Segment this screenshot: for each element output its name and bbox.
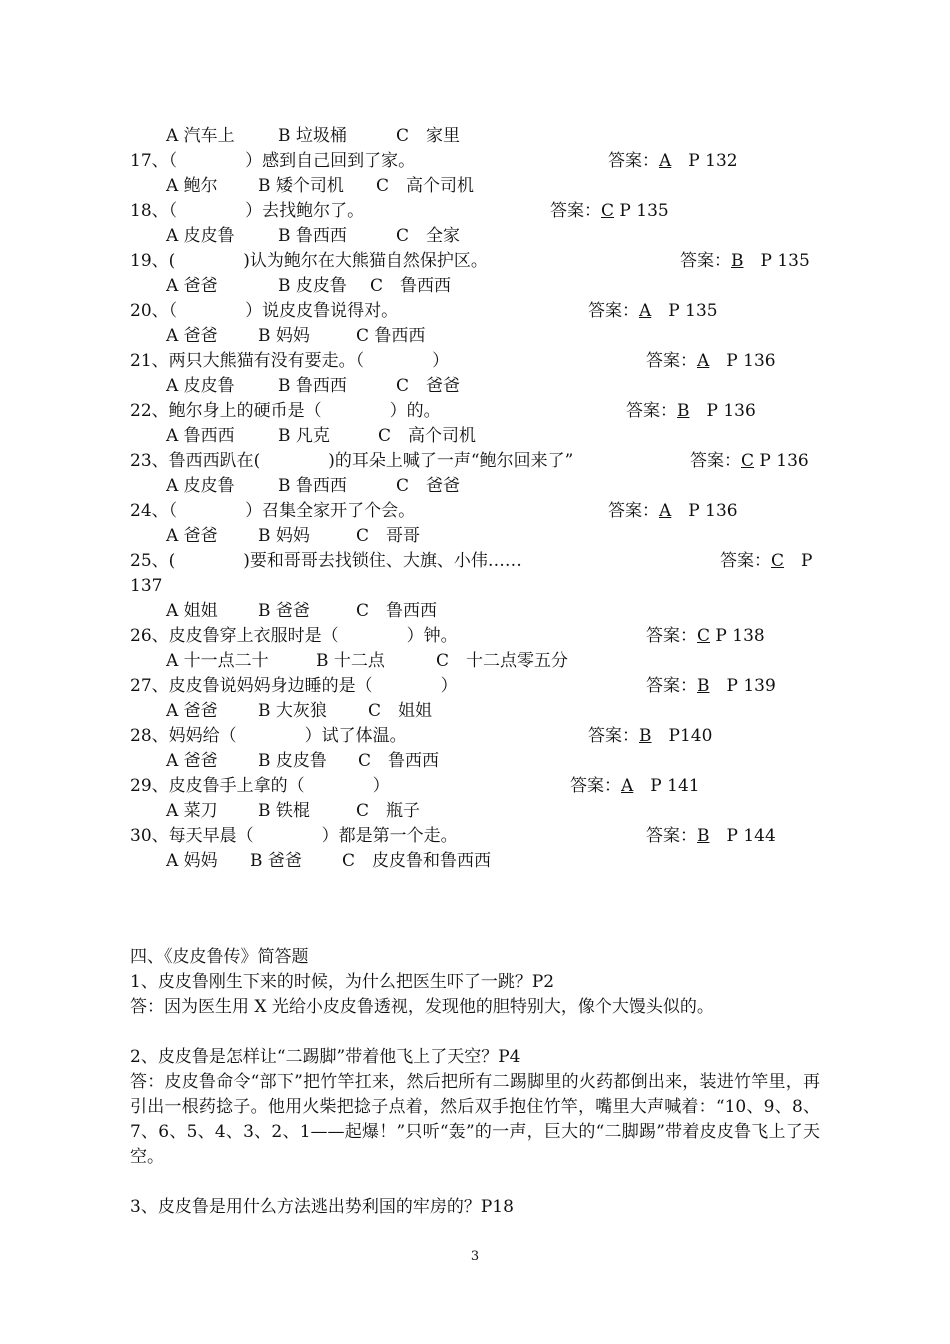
option-a: A 姐姐 (166, 601, 218, 621)
question-row (130, 149, 830, 174)
options-row (130, 849, 830, 874)
question-number: 24、 (130, 501, 169, 521)
question-stem: 皮皮鲁说妈妈身边睡的是（ ） (168, 676, 458, 696)
question-stem: 妈妈给（ ）试了体温。 (168, 726, 407, 746)
options-row (130, 524, 830, 549)
answer-prefix: 答案： (588, 301, 639, 321)
answer-prefix: 答案： (646, 626, 697, 646)
answer-letter: B (697, 676, 710, 696)
question-row (130, 824, 830, 849)
answer (690, 449, 809, 474)
answer-page: P 138 (710, 626, 765, 646)
option-b: B 垃圾桶 (278, 126, 347, 146)
answer (570, 774, 700, 799)
answer-page: P140 (651, 726, 713, 746)
answer-page: P 132 (671, 151, 738, 171)
short-answer-section (130, 945, 820, 1220)
answer-page: P 135 (743, 251, 810, 271)
question-number: 30、 (130, 826, 169, 846)
answer (646, 349, 776, 374)
option-c: C 家里 (396, 126, 461, 146)
option-a: A 皮皮鲁 (166, 376, 235, 396)
question-stem: （ ）召集全家开了个会。 (168, 501, 416, 521)
option-c: C 鲁西西 (358, 751, 440, 771)
option-b: B 妈妈 (258, 326, 310, 346)
answer-2: 答：皮皮鲁命令“部下”把竹竿扛来，然后把所有二踢脚里的火药都倒出来，装进竹竿里，再引出一根药捻子。他用火柴把捻子点着，然后双手抱住竹竿，嘴里大声喊着：“10、9、8、7、6、5、4、3、2、1——起爆！”只听“轰”的一声，巨大的“二脚踢”带着皮皮鲁飞上了天空。 (130, 1072, 820, 1167)
question-3: 3、皮皮鲁是用什么方法逃出势利国的牢房的？P18 (130, 1197, 514, 1217)
option-c: C 鲁西西 (370, 276, 452, 296)
options-row (130, 324, 830, 349)
answer-prefix: 答案： (646, 676, 697, 696)
answer-letter: A (659, 501, 672, 521)
answer-prefix: 答案： (608, 501, 659, 521)
answer-prefix: 答案： (550, 201, 601, 221)
answer-letter: B (677, 401, 690, 421)
option-b: B 大灰狼 (258, 701, 327, 721)
answer-letter: C (771, 551, 785, 571)
option-a: A 妈妈 (166, 851, 218, 871)
option-b: B 妈妈 (258, 526, 310, 546)
answer-letter: C (697, 626, 711, 646)
question-number: 25、 (130, 551, 169, 571)
question-number: 23、 (130, 451, 169, 471)
options-row (130, 124, 830, 149)
option-b: B 皮皮鲁 (258, 751, 327, 771)
options-row (130, 224, 830, 249)
question-number: 19、 (130, 251, 169, 271)
question-stem: ( )认为鲍尔在大熊猫自然保护区。 (168, 251, 488, 271)
option-c: C 全家 (396, 226, 461, 246)
answer-prefix: 答案： (570, 776, 621, 796)
options-row (130, 174, 830, 199)
question-stem: （ ）说皮皮鲁说得对。 (168, 301, 399, 321)
question-number: 26、 (130, 626, 169, 646)
question-number: 28、 (130, 726, 169, 746)
answer (588, 299, 718, 324)
options-row (130, 374, 830, 399)
question-row (130, 774, 830, 799)
option-a: A 鲁西西 (166, 426, 235, 446)
answer-letter: B (639, 726, 652, 746)
answer-prefix: 答案： (608, 151, 659, 171)
answer-page: P (784, 551, 813, 571)
answer-page: P 136 (689, 401, 756, 421)
option-a: A 爸爸 (166, 701, 218, 721)
question-stem: 每天早晨（ ）都是第一个走。 (168, 826, 458, 846)
answer-prefix: 答案： (626, 401, 677, 421)
answer-prefix: 答案： (690, 451, 741, 471)
option-c: C 十二点零五分 (436, 651, 569, 671)
question-row (130, 199, 830, 224)
option-a: A 爸爸 (166, 526, 218, 546)
answer-letter: A (659, 151, 672, 171)
answer (626, 399, 756, 424)
option-b: B 鲁西西 (278, 376, 347, 396)
question-row (130, 674, 830, 699)
option-c: C 爸爸 (396, 476, 461, 496)
options-row (130, 274, 830, 299)
answer (608, 499, 738, 524)
question-stem: 皮皮鲁穿上衣服时是（ ）钟。 (168, 626, 458, 646)
question-number: 22、 (130, 401, 169, 421)
answer-letter: A (621, 776, 634, 796)
question-row (130, 399, 830, 424)
answer-prefix: 答案： (720, 551, 771, 571)
option-a: A 皮皮鲁 (166, 226, 235, 246)
option-c: C 高个司机 (376, 176, 475, 196)
answer-1: 答：因为医生用 X 光给小皮皮鲁透视，发现他的胆特别大，像个大馒头似的。 (130, 997, 714, 1017)
answer-letter: A (697, 351, 710, 371)
option-a: A 鲍尔 (166, 176, 218, 196)
answer-page-wrap (130, 574, 830, 599)
answer-page: P 136 (709, 351, 776, 371)
option-b: B 鲁西西 (278, 226, 347, 246)
answer-letter: C (741, 451, 755, 471)
option-b: B 凡克 (278, 426, 330, 446)
answer-page: P 136 (671, 501, 738, 521)
question-number: 27、 (130, 676, 169, 696)
question-stem: ( )要和哥哥去找锁住、大旗、小伟…… (168, 551, 522, 571)
option-b: B 铁棍 (258, 801, 310, 821)
question-row (130, 299, 830, 324)
options-row (130, 599, 830, 624)
answer (720, 549, 812, 574)
option-c: C 皮皮鲁和鲁西西 (342, 851, 492, 871)
question-stem: （ ）去找鲍尔了。 (168, 201, 365, 221)
options-row (130, 699, 830, 724)
question-stem: 鲁西西趴在( )的耳朵上喊了一声“鲍尔回来了” (168, 451, 574, 471)
question-row (130, 449, 830, 474)
question-number: 29、 (130, 776, 169, 796)
answer-page-wrap-text: 137 (130, 576, 163, 596)
option-b: B 皮皮鲁 (278, 276, 347, 296)
answer (608, 149, 738, 174)
option-b: B 爸爸 (250, 851, 302, 871)
question-number: 17、 (130, 151, 169, 171)
answer-letter: C (601, 201, 615, 221)
answer-page: P 144 (709, 826, 776, 846)
answer-page: P 136 (754, 451, 809, 471)
answer (550, 199, 669, 224)
answer-page: P 139 (709, 676, 776, 696)
options-row (130, 424, 830, 449)
option-c: C 姐姐 (368, 701, 433, 721)
answer-letter: B (731, 251, 744, 271)
quiz-list (130, 124, 830, 874)
options-row (130, 799, 830, 824)
question-list (130, 149, 830, 874)
section-title: 四、《皮皮鲁传》简答题 (130, 947, 309, 967)
options-row (130, 474, 830, 499)
option-a: A 爸爸 (166, 751, 218, 771)
question-stem: 皮皮鲁手上拿的（ ） (168, 776, 390, 796)
option-a: A 爸爸 (166, 326, 218, 346)
answer-page: P 135 (651, 301, 718, 321)
question-row (130, 249, 830, 274)
option-c: C 爸爸 (396, 376, 461, 396)
answer (646, 824, 776, 849)
answer-letter: A (639, 301, 652, 321)
answer (646, 624, 765, 649)
answer-prefix: 答案： (646, 826, 697, 846)
option-c: C 鲁西西 (356, 326, 426, 346)
question-1: 1、皮皮鲁刚生下来的时候，为什么把医生吓了一跳？P2 (130, 972, 555, 992)
answer (680, 249, 810, 274)
option-c: C 哥哥 (356, 526, 421, 546)
option-a: A 菜刀 (166, 801, 218, 821)
question-row (130, 549, 830, 574)
answer-letter: B (697, 826, 710, 846)
question-row (130, 499, 830, 524)
question-row (130, 624, 830, 649)
option-a: A 十一点二十 (166, 651, 269, 671)
option-a: A 汽车上 (166, 126, 235, 146)
question-stem: 鲍尔身上的硬币是（ ）的。 (168, 401, 441, 421)
answer-prefix: 答案： (588, 726, 639, 746)
answer-prefix: 答案： (646, 351, 697, 371)
question-row (130, 349, 830, 374)
answer-prefix: 答案： (680, 251, 731, 271)
option-b: B 鲁西西 (278, 476, 347, 496)
answer (588, 724, 712, 749)
question-stem: （ ）感到自己回到了家。 (168, 151, 416, 171)
option-c: C 瓶子 (356, 801, 421, 821)
option-b: B 十二点 (316, 651, 385, 671)
answer-page: P 135 (614, 201, 669, 221)
options-row (130, 649, 830, 674)
question-2: 2、皮皮鲁是怎样让“二踢脚”带着他飞上了天空？P4 (130, 1047, 521, 1067)
question-number: 21、 (130, 351, 169, 371)
answer-page: P 141 (633, 776, 700, 796)
option-c: C 高个司机 (378, 426, 477, 446)
page-number: 3 (470, 1249, 480, 1264)
question-stem: 两只大熊猫有没有要走。（ ） (168, 351, 450, 371)
question-row (130, 724, 830, 749)
option-c: C 鲁西西 (356, 601, 438, 621)
question-number: 20、 (130, 301, 169, 321)
question-number: 18、 (130, 201, 169, 221)
option-b: B 矮个司机 (258, 176, 344, 196)
option-a: A 爸爸 (166, 276, 218, 296)
answer (646, 674, 776, 699)
options-row (130, 749, 830, 774)
option-b: B 爸爸 (258, 601, 310, 621)
option-a: A 皮皮鲁 (166, 476, 235, 496)
